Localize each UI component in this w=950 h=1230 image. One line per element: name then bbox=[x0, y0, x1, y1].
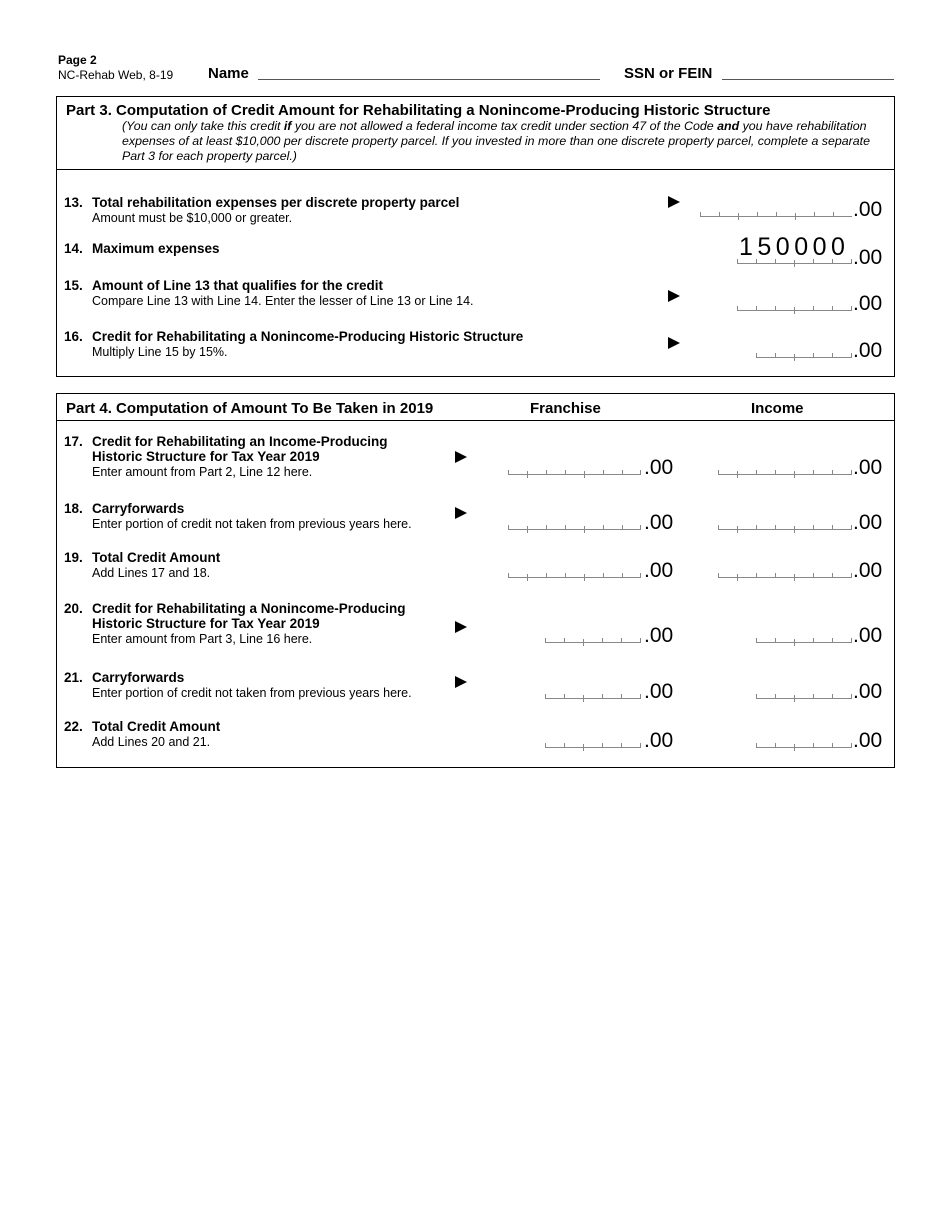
line-20-income-cents: .00 bbox=[853, 624, 883, 647]
line-21-franchise-cents: .00 bbox=[644, 680, 674, 703]
line-18-label: Carryforwards bbox=[92, 501, 185, 516]
line-13-number: 13. bbox=[64, 195, 83, 210]
line-19-instruction: Add Lines 17 and 18. bbox=[92, 566, 211, 580]
part4-title: Part 4. Computation of Amount To Be Taken in 2019 bbox=[66, 400, 434, 417]
part3-note: (You can only take this credit if you are not allowed a federal income tax credit under section 47 of the Code and you have rehabilitation expenses of at least $10,000 per discrete property parcel. If you invested in more than one discrete property parcel, complete a separate Part 3 for each property parcel.) bbox=[122, 119, 870, 163]
line-18-instruction: Enter portion of credit not taken from previous years here. bbox=[92, 517, 412, 531]
ssn-label: SSN or FEIN bbox=[624, 65, 713, 82]
line-14-amount-field bbox=[737, 252, 852, 264]
line-17-label: Credit for Rehabilitating an Income-Producing bbox=[92, 434, 388, 449]
line-20-number: 20. bbox=[64, 601, 83, 616]
form-id: NC-Rehab Web, 8-19 bbox=[58, 68, 174, 82]
page-number: Page 2 bbox=[58, 53, 97, 67]
line-16-number: 16. bbox=[64, 329, 83, 344]
line-14-prefilled-amount: 150000 bbox=[739, 233, 850, 261]
line-18-income-field[interactable] bbox=[718, 518, 852, 530]
line-21-income-cents: .00 bbox=[853, 680, 883, 703]
line-17-label-cont: Historic Structure for Tax Year 2019 bbox=[92, 449, 320, 464]
line-20-franchise-field[interactable] bbox=[545, 631, 641, 643]
name-label: Name bbox=[208, 65, 249, 82]
ssn-field[interactable] bbox=[722, 79, 894, 80]
line-22-franchise-field[interactable] bbox=[545, 736, 641, 748]
arrow-icon bbox=[455, 621, 467, 633]
arrow-icon bbox=[668, 290, 680, 302]
line-13-instruction: Amount must be $10,000 or greater. bbox=[92, 211, 293, 225]
line-19-number: 19. bbox=[64, 550, 83, 565]
line-17-number: 17. bbox=[64, 434, 83, 449]
line-21-label: Carryforwards bbox=[92, 670, 185, 685]
line-21-instruction: Enter portion of credit not taken from previous years here. bbox=[92, 686, 412, 700]
line-18-franchise-field[interactable] bbox=[508, 518, 641, 530]
line-20-franchise-cents: .00 bbox=[644, 624, 674, 647]
line-19-label: Total Credit Amount bbox=[92, 550, 221, 565]
part3-title: Part 3. Computation of Credit Amount for Rehabilitating a Nonincome-Producing Historic Structure bbox=[66, 102, 771, 119]
line-15-amount-field[interactable] bbox=[737, 299, 852, 311]
line-20-label: Credit for Rehabilitating a Nonincome-Producing bbox=[92, 601, 406, 616]
part4-divider bbox=[56, 420, 895, 421]
line-15-label: Amount of Line 13 that qualifies for the credit bbox=[92, 278, 384, 293]
line-17-income-field[interactable] bbox=[718, 463, 852, 475]
line-13-amount-field[interactable] bbox=[700, 205, 852, 217]
line-16-label: Credit for Rehabilitating a Nonincome-Producing Historic Structure bbox=[92, 329, 524, 344]
line-19-income-cents: .00 bbox=[853, 559, 883, 582]
line-16-amount-field[interactable] bbox=[756, 346, 852, 358]
line-13-label: Total rehabilitation expenses per discrete property parcel bbox=[92, 195, 460, 210]
arrow-icon bbox=[455, 507, 467, 519]
line-14-label: Maximum expenses bbox=[92, 241, 220, 256]
line-21-income-field[interactable] bbox=[756, 687, 852, 699]
arrow-icon bbox=[455, 676, 467, 688]
line-22-label: Total Credit Amount bbox=[92, 719, 221, 734]
line-18-number: 18. bbox=[64, 501, 83, 516]
line-19-franchise-field[interactable] bbox=[508, 566, 641, 578]
line-17-franchise-cents: .00 bbox=[644, 456, 674, 479]
line-20-income-field[interactable] bbox=[756, 631, 852, 643]
arrow-icon bbox=[455, 451, 467, 463]
line-21-franchise-field[interactable] bbox=[545, 687, 641, 699]
line-17-franchise-field[interactable] bbox=[508, 463, 641, 475]
line-14-number: 14. bbox=[64, 241, 83, 256]
line-22-income-cents: .00 bbox=[853, 729, 883, 752]
part3-divider bbox=[56, 169, 895, 170]
line-15-number: 15. bbox=[64, 278, 83, 293]
line-19-income-field[interactable] bbox=[718, 566, 852, 578]
name-field[interactable] bbox=[258, 79, 600, 80]
line-20-instruction: Enter amount from Part 3, Line 16 here. bbox=[92, 632, 313, 646]
line-19-franchise-cents: .00 bbox=[644, 559, 674, 582]
line-22-number: 22. bbox=[64, 719, 83, 734]
income-column-header: Income bbox=[751, 400, 804, 417]
line-17-income-cents: .00 bbox=[853, 456, 883, 479]
line-15-instruction: Compare Line 13 with Line 14. Enter the lesser of Line 13 or Line 14. bbox=[92, 294, 474, 308]
line-22-instruction: Add Lines 20 and 21. bbox=[92, 735, 211, 749]
franchise-column-header: Franchise bbox=[530, 400, 601, 417]
line-15-cents: .00 bbox=[853, 292, 883, 315]
line-22-franchise-cents: .00 bbox=[644, 729, 674, 752]
line-22-income-field[interactable] bbox=[756, 736, 852, 748]
line-14-cents: .00 bbox=[853, 246, 883, 269]
line-18-franchise-cents: .00 bbox=[644, 511, 674, 534]
line-16-instruction: Multiply Line 15 by 15%. bbox=[92, 345, 228, 359]
line-17-instruction: Enter amount from Part 2, Line 12 here. bbox=[92, 465, 313, 479]
line-18-income-cents: .00 bbox=[853, 511, 883, 534]
line-20-label-cont: Historic Structure for Tax Year 2019 bbox=[92, 616, 320, 631]
arrow-icon bbox=[668, 337, 680, 349]
line-13-cents: .00 bbox=[853, 198, 883, 221]
arrow-icon bbox=[668, 196, 680, 208]
line-21-number: 21. bbox=[64, 670, 83, 685]
line-16-cents: .00 bbox=[853, 339, 883, 362]
